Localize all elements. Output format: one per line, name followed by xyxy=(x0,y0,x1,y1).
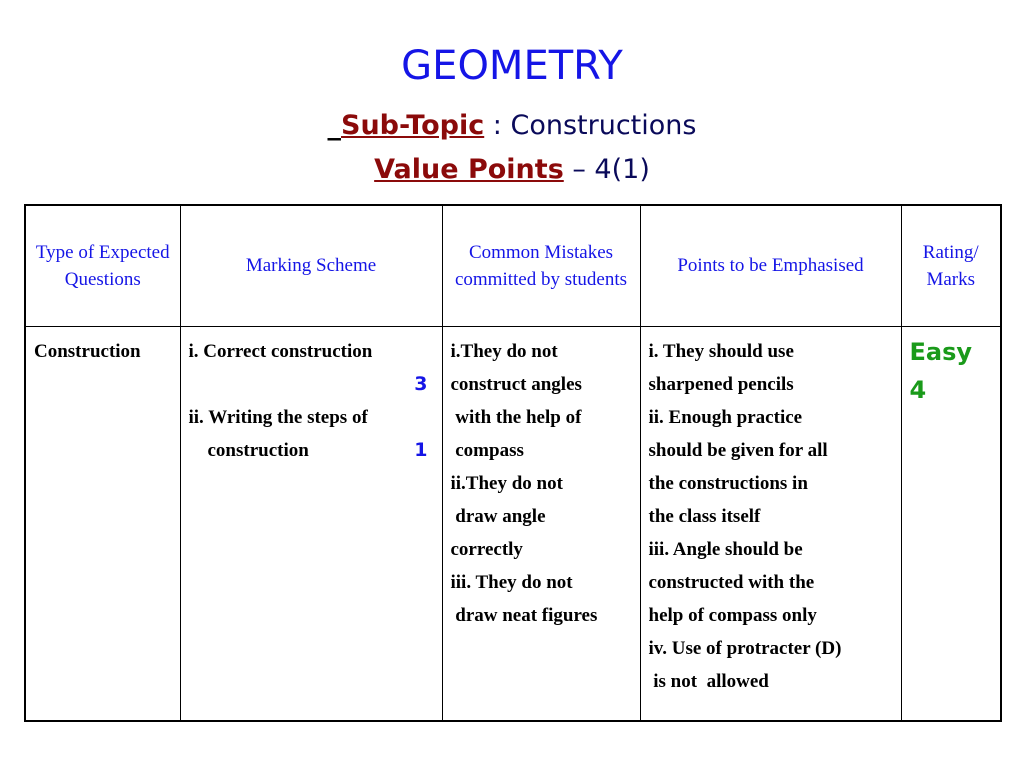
mistake-line: draw angle xyxy=(450,506,546,527)
mistake-line: i.They do not xyxy=(450,341,558,362)
value-points-label: Value Points xyxy=(374,154,564,185)
emphasis-line: i. They should use xyxy=(648,341,794,362)
mistake-line: iii. They do not xyxy=(450,572,573,593)
emphasis-line: the constructions in xyxy=(648,473,808,494)
subtopic-line xyxy=(0,107,1024,145)
header-rating-marks: Rating/ Marks xyxy=(901,205,1001,327)
marks-text: 4 xyxy=(909,376,927,404)
emphasis-line: help of compass only xyxy=(648,605,817,626)
question-type-text: Construction xyxy=(34,341,141,362)
marking-item-2-line-1: ii. Writing the steps of xyxy=(188,407,368,428)
table-header-row xyxy=(25,205,1001,327)
mistake-line: compass xyxy=(450,440,524,461)
table-row xyxy=(25,327,1001,722)
rating-text: Easy xyxy=(909,338,973,366)
header-common-mistakes: Common Mistakes committed by students xyxy=(442,205,640,327)
value-points-line xyxy=(0,151,1024,189)
marking-item-2-line-2: construction xyxy=(188,440,309,461)
subtopic-label: Sub-Topic xyxy=(341,110,485,141)
mistake-line: correctly xyxy=(450,539,523,560)
subtopic-dash: _ xyxy=(327,110,342,141)
mistake-line: ii.They do not xyxy=(450,473,563,494)
cell-rating-marks xyxy=(901,327,1001,722)
header-type: Type of Expected Questions xyxy=(25,205,180,327)
emphasis-line: iii. Angle should be xyxy=(648,539,803,560)
emphasis-line: is not allowed xyxy=(648,671,769,692)
value-points-value: – 4(1) xyxy=(563,154,650,185)
emphasis-line: constructed with the xyxy=(648,572,815,593)
marking-item-1: i. Correct construction xyxy=(188,341,373,362)
emphasis-line: sharpened pencils xyxy=(648,374,794,395)
mistake-line: draw neat figures xyxy=(450,605,598,626)
emphasis-line: ii. Enough practice xyxy=(648,407,803,428)
marking-item-1-marks: 3 xyxy=(414,373,428,395)
emphasis-line: should be given for all xyxy=(648,440,828,461)
header-marking-scheme: Marking Scheme xyxy=(180,205,442,327)
marking-table xyxy=(24,204,1002,722)
cell-question-type xyxy=(25,327,180,722)
emphasis-line: the class itself xyxy=(648,506,761,527)
cell-points-emphasised xyxy=(640,327,901,722)
subtopic-value: : Constructions xyxy=(484,110,697,141)
cell-marking-scheme xyxy=(180,327,442,722)
marking-item-2-line-2-wrap xyxy=(189,434,434,467)
cell-common-mistakes xyxy=(442,327,640,722)
emphasis-line: iv. Use of protracter (D) xyxy=(648,638,842,659)
mistake-line: with the help of xyxy=(450,407,582,428)
marking-item-1-marks-wrap xyxy=(189,368,434,401)
page-title: GEOMETRY xyxy=(401,43,623,89)
header-points-emphasised: Points to be Emphasised xyxy=(640,205,901,327)
mistake-line: construct angles xyxy=(450,374,582,395)
marking-item-2-marks: 1 xyxy=(414,439,428,461)
